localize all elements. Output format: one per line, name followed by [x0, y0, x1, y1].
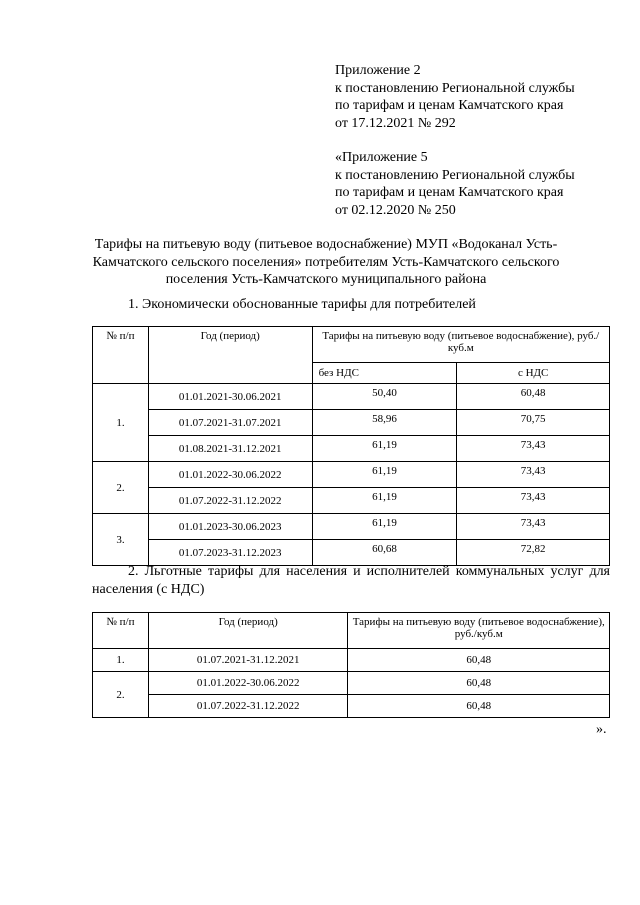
tariff-no-vat-cell: 61,19: [312, 514, 457, 540]
tariff-vat-cell: 73,43: [457, 514, 610, 540]
closing-quote-mark: ».: [596, 722, 607, 737]
tariff-vat-cell: 72,82: [457, 540, 610, 566]
section-2-heading: 2. Льготные тарифы для населения и исполнителей коммунальных услуг для населения (с НДС): [92, 564, 610, 597]
attachment-5-line3: по тарифам и ценам Камчатского края: [335, 185, 564, 200]
period-cell: 01.07.2023-31.12.2023: [148, 540, 312, 566]
tariff-vat-cell: 73,43: [457, 462, 610, 488]
col-header-no-vat: без НДС: [312, 363, 457, 384]
table-row: [93, 514, 610, 540]
tariff-vat-cell: 73,43: [457, 488, 610, 514]
attachment-2-block: [335, 62, 625, 132]
table-row: [93, 540, 610, 566]
tariff-value-cell: 60,48: [348, 695, 610, 718]
tariff-value-cell: 60,48: [348, 649, 610, 672]
tariff-no-vat-cell: 60,68: [312, 540, 457, 566]
period-cell: 01.01.2021-30.06.2021: [148, 384, 312, 410]
attachment-2-line3: по тарифам и ценам Камчатского края: [335, 98, 564, 113]
row-number: 2.: [93, 672, 149, 718]
table-row: [93, 462, 610, 488]
period-cell: 01.01.2022-30.06.2022: [148, 462, 312, 488]
document-title: Тарифы на питьевую воду (питьевое водоснабжение) МУП «Водоканал Усть-Камчатского сельского поселения» потребителям Усть-Камчатского сельского поселения Усть-Камчатского муниципального района: [92, 237, 560, 287]
attachment-5-block: [335, 149, 625, 219]
row-number: 1.: [93, 384, 149, 462]
attachment-5-line4: от 02.12.2020 № 250: [335, 202, 456, 218]
tariff-no-vat-cell: 61,19: [312, 462, 457, 488]
period-cell: 01.01.2023-30.06.2023: [148, 514, 312, 540]
attachment-2-line4: от 17.12.2021 № 292: [335, 115, 456, 131]
table-row: [93, 436, 610, 462]
table-row: [93, 649, 610, 672]
tariff-value-cell: 60,48: [348, 672, 610, 695]
row-number: 2.: [93, 462, 149, 514]
attachment-5-line1: «Приложение 5: [335, 150, 428, 165]
table-row: [93, 384, 610, 410]
tariff-table-preferential: [92, 612, 610, 718]
col-header-period: Год (период): [148, 327, 312, 384]
table-row: [93, 695, 610, 718]
col-header-num: № п/п: [93, 327, 149, 384]
table-row: [93, 410, 610, 436]
tariff-vat-cell: 60,48: [457, 384, 610, 410]
period-cell: 01.08.2021-31.12.2021: [148, 436, 312, 462]
tariff-no-vat-cell: 61,19: [312, 436, 457, 462]
tariff-table-economic: [92, 326, 610, 566]
period-cell: 01.07.2022-31.12.2022: [148, 488, 312, 514]
tariff-no-vat-cell: 61,19: [312, 488, 457, 514]
row-number: 1.: [93, 649, 149, 672]
tariff-no-vat-cell: 58,96: [312, 410, 457, 436]
col-header-vat: с НДС: [457, 363, 610, 384]
table-row: [93, 672, 610, 695]
period-cell: 01.07.2021-31.12.2021: [148, 649, 348, 672]
period-cell: 01.07.2021-31.07.2021: [148, 410, 312, 436]
period-cell: 01.07.2022-31.12.2022: [148, 695, 348, 718]
attachment-5-line2: к постановлению Региональной службы: [335, 167, 575, 183]
col-header-num: № п/п: [93, 613, 149, 649]
table-row: [93, 488, 610, 514]
col-header-tariffs: Тарифы на питьевую воду (питьевое водоснабжение), руб./куб.м: [348, 613, 610, 649]
section-1-heading: 1. Экономически обоснованные тарифы для потребителей: [128, 297, 476, 312]
col-header-period: Год (период): [148, 613, 348, 649]
tariff-vat-cell: 73,43: [457, 436, 610, 462]
attachment-2-line1: Приложение 2: [335, 63, 421, 78]
row-number: 3.: [93, 514, 149, 566]
col-header-tariffs: Тарифы на питьевую воду (питьевое водоснабжение), руб./куб.м: [312, 327, 609, 363]
period-cell: 01.01.2022-30.06.2022: [148, 672, 348, 695]
tariff-no-vat-cell: 50,40: [312, 384, 457, 410]
tariff-vat-cell: 70,75: [457, 410, 610, 436]
attachment-2-line2: к постановлению Региональной службы: [335, 80, 575, 96]
